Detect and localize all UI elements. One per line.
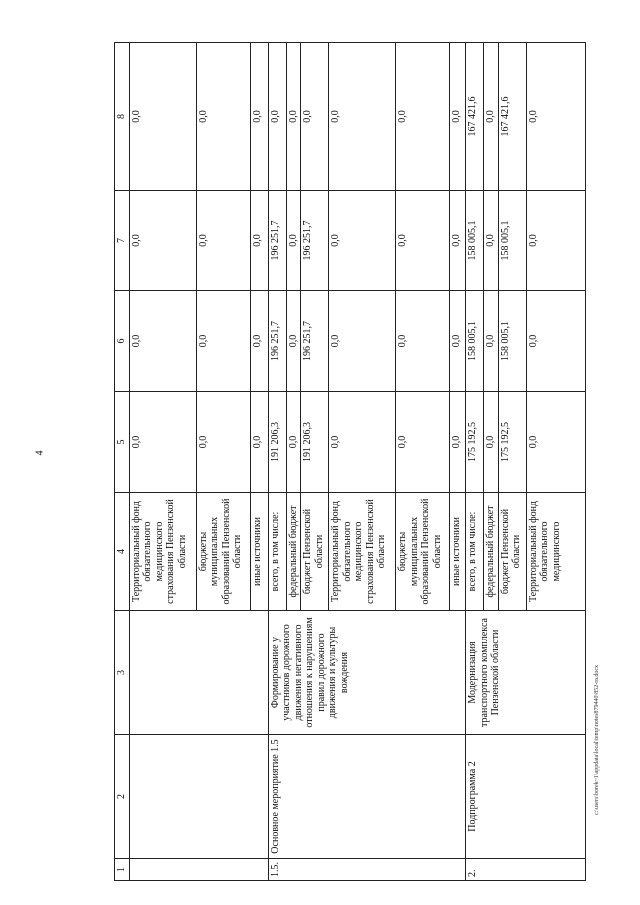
value-cell: 0,0: [396, 43, 450, 191]
value-cell: 0,0: [484, 191, 499, 291]
funding-source: бюджеты муниципальных образований Пензенской области: [396, 493, 450, 611]
measure-description: [129, 611, 268, 735]
table-row: [466, 43, 484, 881]
funding-source: бюджеты муниципальных образований Пензенской области: [196, 493, 250, 611]
footer-file-path: c:\users\borek~1\appdata\local\temp\notes879440\852-ra.docx: [594, 664, 600, 816]
header-cell: 2: [115, 735, 130, 859]
value-cell: 0,0: [250, 291, 268, 392]
funding-source: всего, в том числе:: [268, 493, 286, 611]
value-cell: 196 251,7: [268, 291, 286, 392]
value-cell: 158 005,1: [466, 191, 484, 291]
header-cell: 5: [115, 392, 130, 493]
measure-name: Подпрограмма 2: [466, 735, 586, 859]
header-cell: 1: [115, 859, 130, 881]
row-number: [129, 859, 268, 881]
measure-description: Формирование у участников дорожного движения негативного отношения к нарушениям правил дорожного движения и культуры вождения: [268, 611, 466, 735]
value-cell: 0,0: [329, 291, 396, 392]
funding-source: бюджет Пензенской области: [301, 493, 329, 611]
value-cell: 0,0: [450, 191, 466, 291]
funding-source: Территориальный фонд обязательного медицинского страхования Пензенской области: [329, 493, 396, 611]
header-cell: 3: [115, 611, 130, 735]
funding-source: иные источники: [450, 493, 466, 611]
value-cell: 0,0: [250, 43, 268, 191]
value-cell: 0,0: [450, 43, 466, 191]
value-cell: 0,0: [286, 291, 301, 392]
table-row: [268, 43, 286, 881]
value-cell: 0,0: [484, 43, 499, 191]
financing-table: [114, 42, 586, 881]
value-cell: 158 005,1: [466, 291, 484, 392]
value-cell: 158 005,1: [498, 191, 526, 291]
funding-source: федеральный бюджет: [484, 493, 499, 611]
header-cell: 6: [115, 291, 130, 392]
value-cell: 0,0: [196, 43, 250, 191]
rotated-table-wrapper: [114, 43, 586, 881]
value-cell: 0,0: [526, 392, 586, 493]
value-cell: 191 206,3: [268, 392, 286, 493]
value-cell: 0,0: [526, 43, 586, 191]
value-cell: 0,0: [286, 392, 301, 493]
value-cell: 0,0: [484, 392, 499, 493]
value-cell: 0,0: [329, 392, 396, 493]
value-cell: 0,0: [196, 191, 250, 291]
header-cell: 8: [115, 43, 130, 191]
value-cell: 0,0: [129, 191, 196, 291]
value-cell: 0,0: [301, 43, 329, 191]
value-cell: 0,0: [286, 191, 301, 291]
value-cell: 196 251,7: [268, 191, 286, 291]
row-number: 2.: [466, 859, 586, 881]
value-cell: 0,0: [129, 291, 196, 392]
value-cell: 167 421,6: [498, 43, 526, 191]
value-cell: 0,0: [196, 291, 250, 392]
row-number: 1.5.: [268, 859, 466, 881]
funding-source: Территориальный фонд обязательного медицинского страхования Пензенской области: [129, 493, 196, 611]
value-cell: 196 251,7: [301, 291, 329, 392]
value-cell: 167 421,6: [466, 43, 484, 191]
value-cell: 175 192,5: [498, 392, 526, 493]
value-cell: 0,0: [286, 43, 301, 191]
value-cell: 0,0: [129, 392, 196, 493]
measure-name: Основное мероприятие 1.5: [268, 735, 466, 859]
value-cell: 0,0: [329, 43, 396, 191]
value-cell: 191 206,3: [301, 392, 329, 493]
funding-source: всего, в том числе:: [466, 493, 484, 611]
funding-source: бюджет Пензенской области: [498, 493, 526, 611]
funding-source: иные источники: [250, 493, 268, 611]
header-row: [115, 43, 130, 881]
value-cell: 0,0: [250, 191, 268, 291]
value-cell: 0,0: [396, 191, 450, 291]
table-row: [129, 43, 196, 881]
value-cell: 0,0: [396, 392, 450, 493]
value-cell: 158 005,1: [498, 291, 526, 392]
value-cell: 0,0: [268, 43, 286, 191]
value-cell: 196 251,7: [301, 191, 329, 291]
value-cell: 0,0: [250, 392, 268, 493]
page-number: 4: [34, 450, 46, 456]
funding-source: Территориальный фонд обязательного медицинского: [526, 493, 586, 611]
header-cell: 7: [115, 191, 130, 291]
value-cell: 0,0: [129, 43, 196, 191]
funding-source: федеральный бюджет: [286, 493, 301, 611]
value-cell: 0,0: [450, 291, 466, 392]
value-cell: 0,0: [396, 291, 450, 392]
value-cell: 0,0: [329, 191, 396, 291]
value-cell: 0,0: [450, 392, 466, 493]
measure-description: Модернизация транспортного комплекса Пензенской области: [466, 611, 586, 735]
value-cell: 175 192,5: [466, 392, 484, 493]
header-cell: 4: [115, 493, 130, 611]
value-cell: 0,0: [484, 291, 499, 392]
value-cell: 0,0: [526, 291, 586, 392]
measure-name: [129, 735, 268, 859]
value-cell: 0,0: [196, 392, 250, 493]
value-cell: 0,0: [526, 191, 586, 291]
